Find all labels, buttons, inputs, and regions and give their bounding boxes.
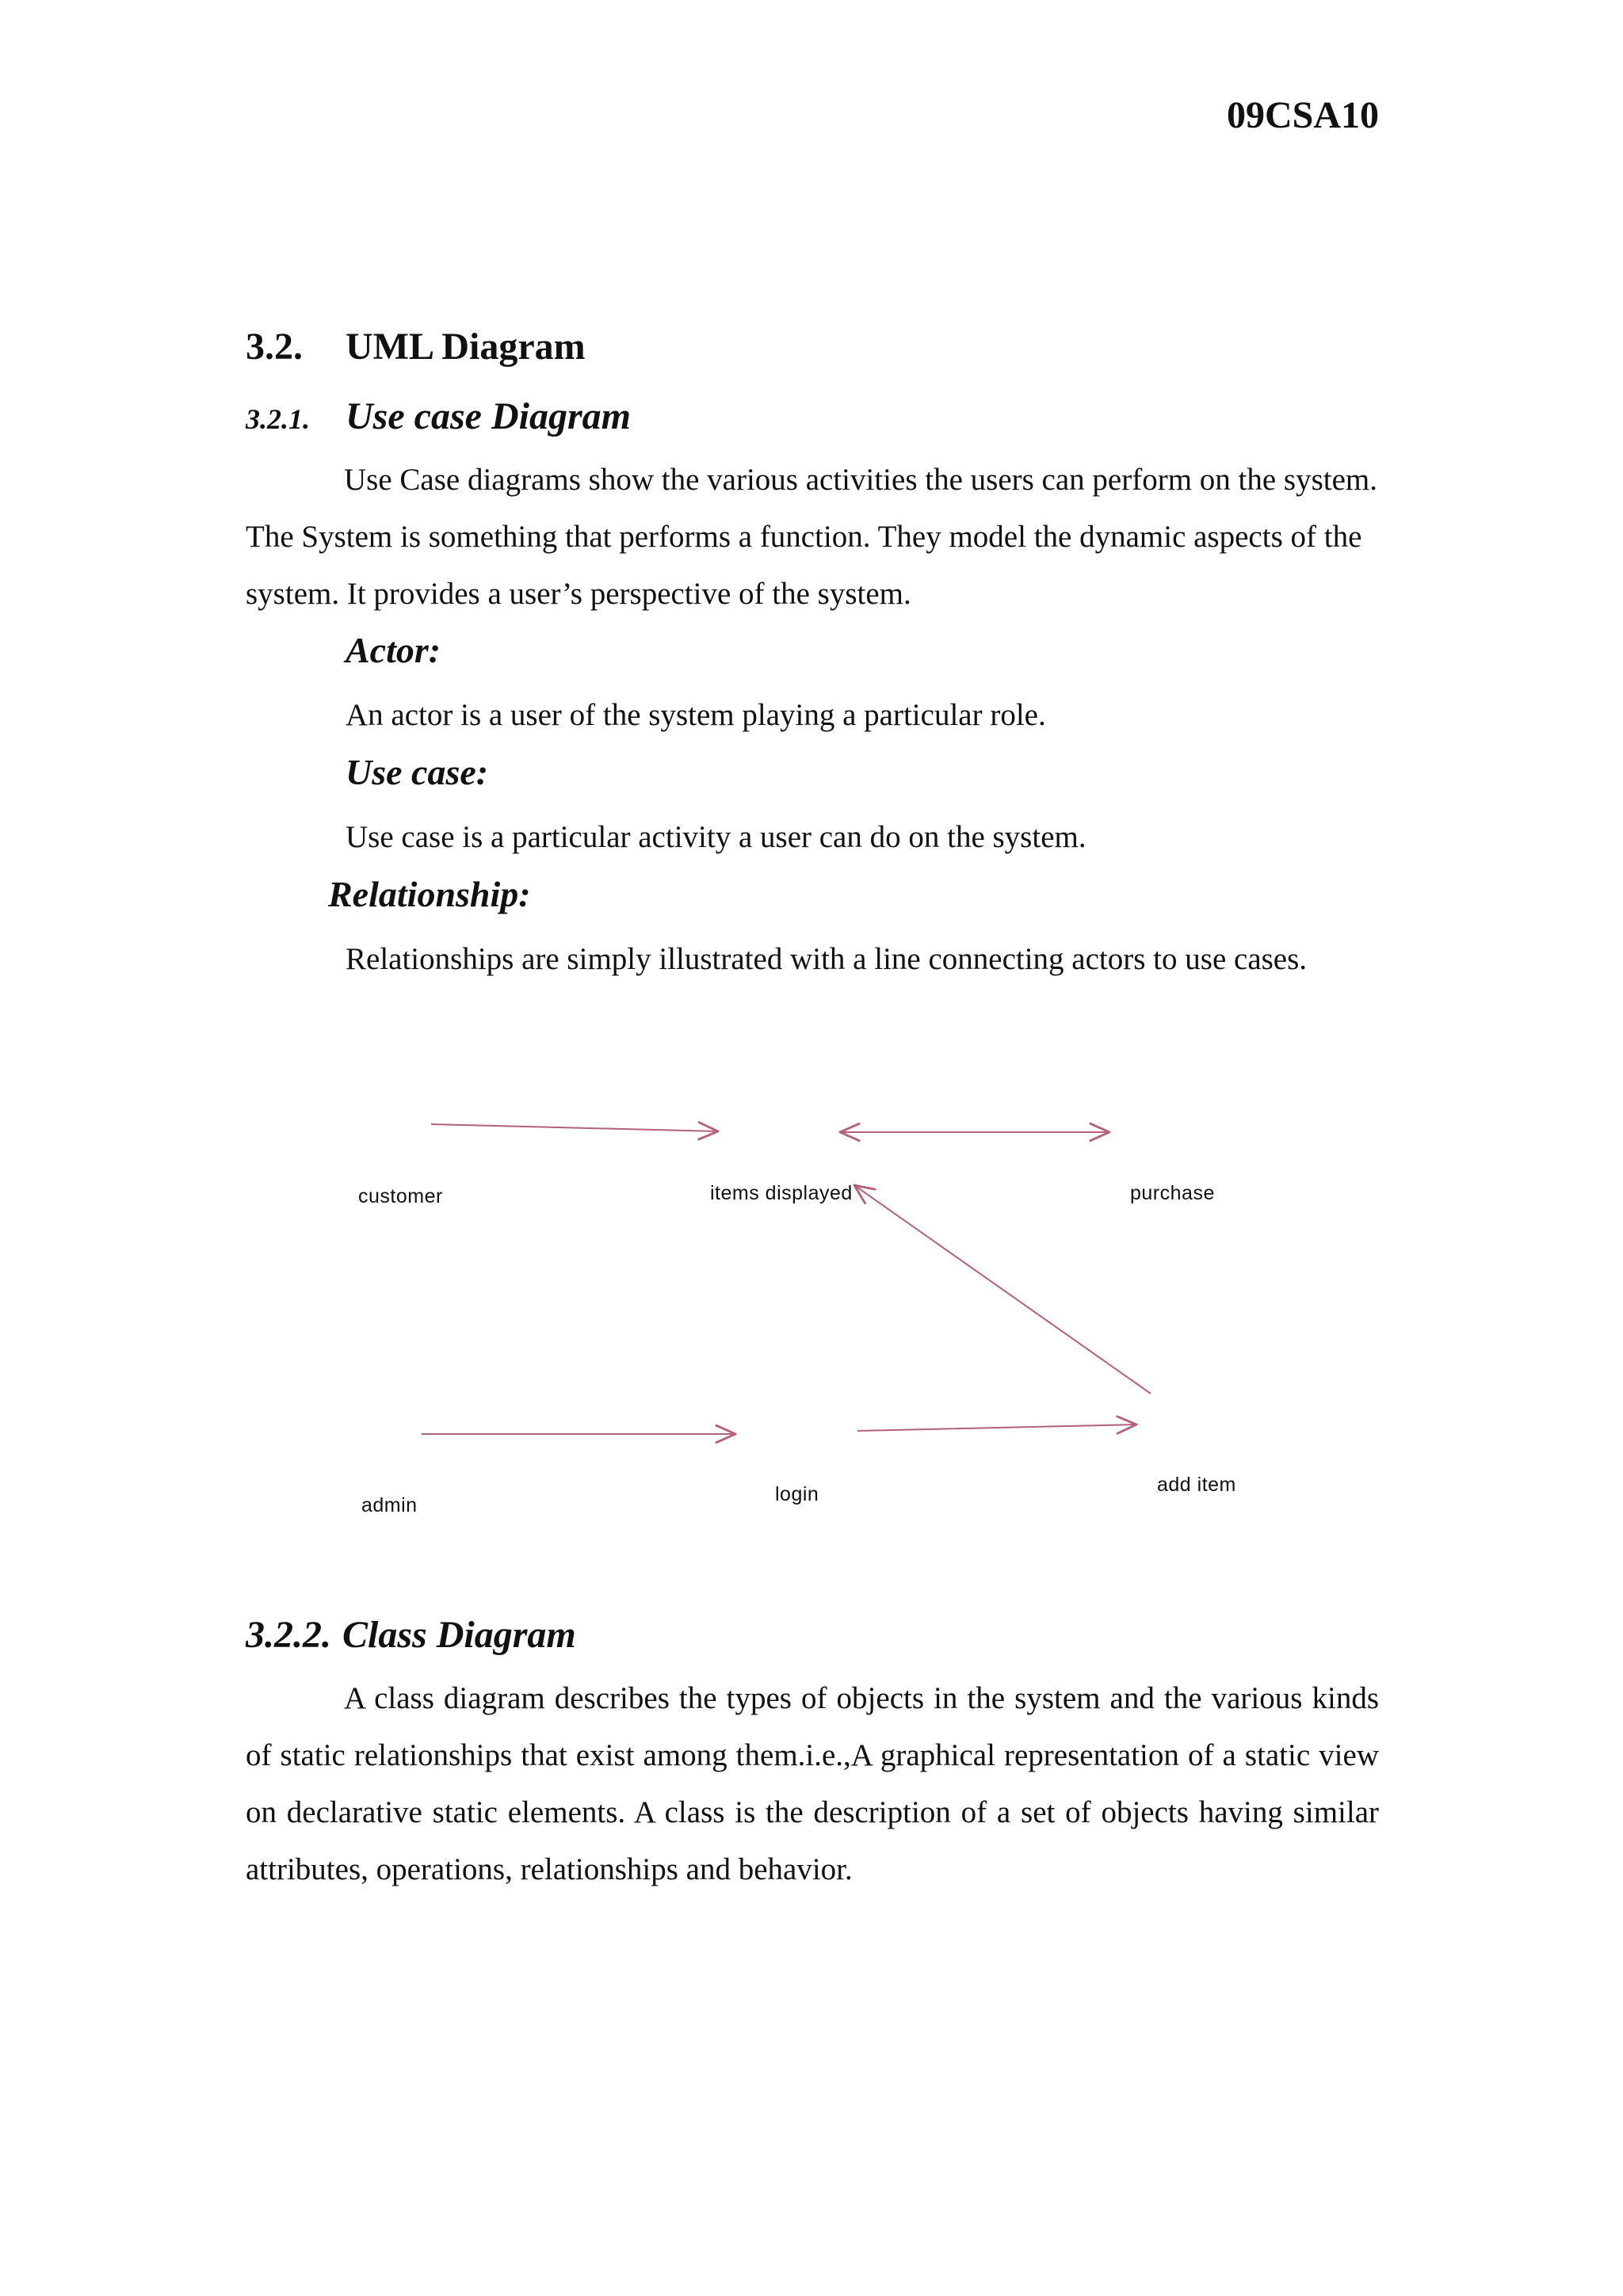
edge-add-item-to-items-displayed — [854, 1185, 1151, 1394]
class-diagram-text: A class diagram describes the types of objects in the system and the various kinds of static relationships that exist among them.i.e.,A graphical representation of a static view on declarative static elements. A class is the description of a set of objects having similar attributes, operations, relationships and behavior. — [246, 1681, 1379, 1886]
definition-use-case: Use case is a particular activity a user can do on the system. — [346, 820, 1086, 854]
use-case-intro-paragraph — [246, 452, 1379, 623]
section-title: UML Diagram — [346, 326, 586, 368]
node-customer: customer — [358, 1185, 443, 1207]
section-heading — [246, 325, 586, 368]
use-case-diagram — [0, 1093, 1623, 1585]
class-diagram-paragraph — [246, 1670, 1379, 1898]
edge-customer-to-items-displayed — [431, 1124, 718, 1131]
section-number: 3.2. — [246, 326, 303, 368]
node-admin: admin — [361, 1494, 418, 1516]
definition-relationship: Relationships are simply illustrated with a line connecting actors to use cases. — [346, 942, 1308, 976]
edge-login-to-add-item — [857, 1425, 1136, 1431]
subsection-number: 3.2.2. — [246, 1614, 331, 1656]
subsection-heading-use-case — [246, 395, 631, 438]
term-relationship: Relationship: — [328, 874, 531, 914]
node-items-displayed: items displayed — [710, 1182, 853, 1204]
subsection-title: Use case Diagram — [346, 395, 631, 437]
subsection-title: Class Diagram — [342, 1614, 576, 1656]
subsection-number: 3.2.1. — [246, 403, 310, 435]
use-case-intro-text: Use Case diagrams show the various activities the users can perform on the system. The System is something that performs a function. They model the dynamic aspects of the system. It provides a user’s perspective of the system. — [246, 463, 1378, 611]
subsection-heading-class — [246, 1613, 576, 1657]
term-actor: Actor: — [346, 630, 441, 670]
node-add-item: add item — [1157, 1474, 1236, 1496]
document-code: 09CSA10 — [1226, 94, 1379, 136]
node-login: login — [775, 1483, 819, 1505]
node-purchase: purchase — [1130, 1182, 1215, 1204]
term-use-case: Use case: — [346, 752, 489, 792]
use-case-diagram-svg — [0, 1093, 1623, 1585]
definition-actor: An actor is a user of the system playing a particular role. — [346, 698, 1046, 732]
